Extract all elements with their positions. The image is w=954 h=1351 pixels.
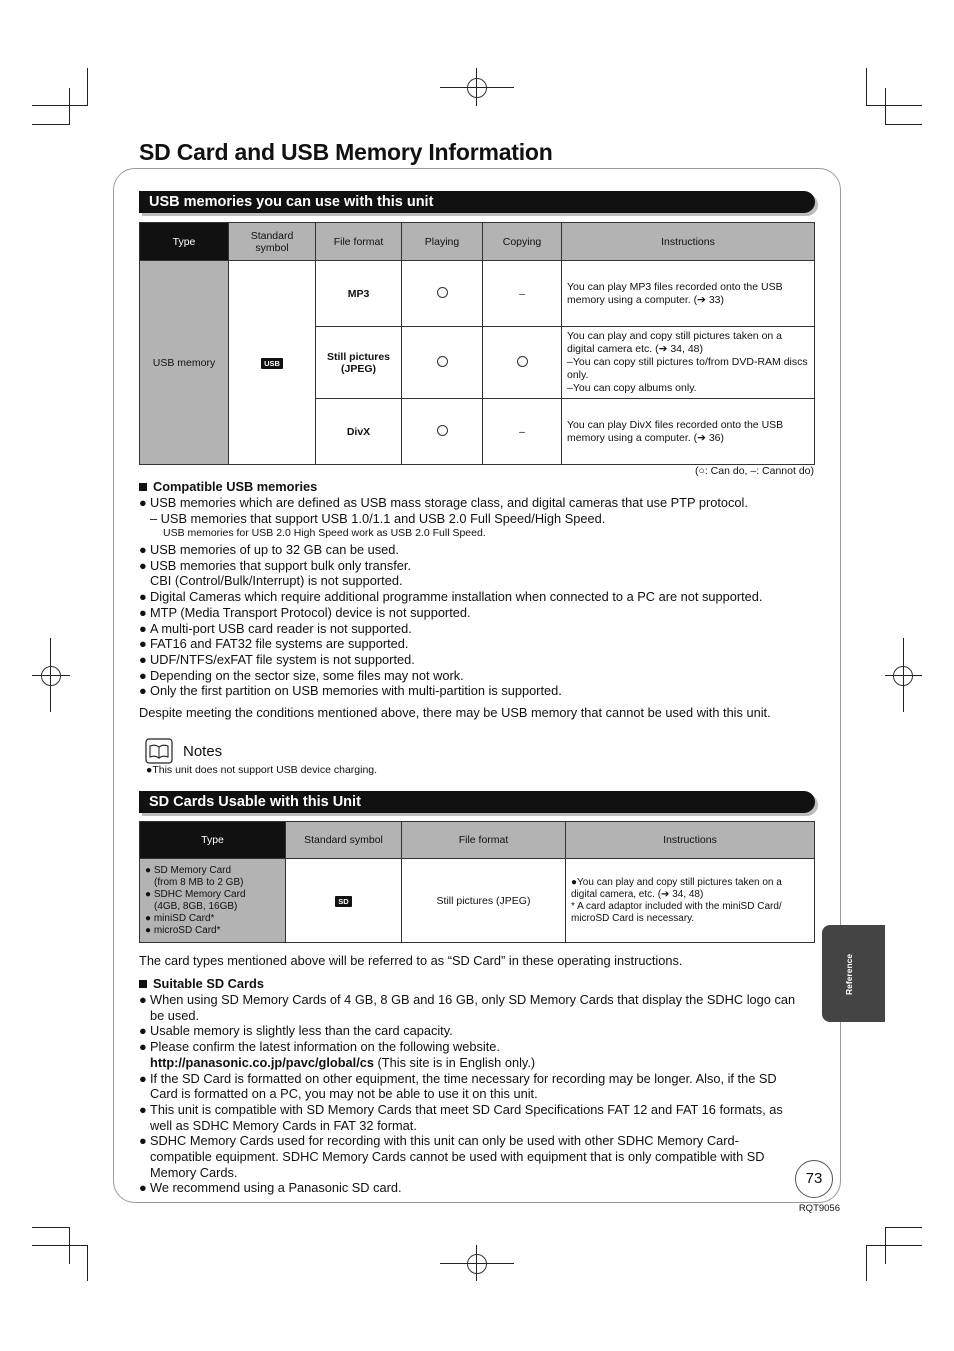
notes-label: Notes bbox=[183, 743, 223, 760]
referred-paragraph: The card types mentioned above will be referred to as “SD Card” in these operating instructions. bbox=[139, 953, 683, 968]
table-header: Copying bbox=[483, 223, 562, 261]
list-item-text: Digital Cameras which require additional programme installation when connected to a PC are not supported. bbox=[150, 589, 763, 604]
list-item-sub: – USB memories that support USB 1.0/1.1 and USB 2.0 Full Speed/High Speed. bbox=[150, 511, 606, 526]
crop-mark bbox=[885, 1227, 922, 1228]
crop-mark bbox=[50, 638, 51, 712]
crop-mark bbox=[476, 1245, 477, 1281]
list-item bbox=[139, 589, 762, 605]
list-item-text: USB memories of up to 32 GB can be used. bbox=[150, 542, 399, 557]
table-header: Type bbox=[140, 223, 229, 261]
bullet-icon: ● bbox=[139, 1023, 147, 1038]
list-item bbox=[139, 992, 795, 1008]
sd-symbol-cell bbox=[286, 859, 402, 943]
sd-instructions-cell bbox=[566, 859, 815, 943]
bullet-icon: ● bbox=[139, 605, 147, 620]
table-header: Instructions bbox=[562, 223, 815, 261]
usb-table bbox=[139, 222, 815, 465]
crop-mark bbox=[87, 68, 88, 106]
list-item-text: A multi-port USB card reader is not supported. bbox=[150, 621, 412, 636]
type-text: microSD Card* bbox=[153, 924, 221, 936]
sd-table bbox=[139, 821, 815, 943]
instruction-line bbox=[571, 901, 809, 925]
bullet-icon: ● bbox=[571, 876, 578, 888]
crop-mark bbox=[476, 68, 477, 106]
list-item-text: USB memories that support bulk only transfer. bbox=[150, 558, 412, 573]
list-item bbox=[139, 1023, 453, 1039]
list-item-text: Usable memory is slightly less than the card capacity. bbox=[150, 1023, 453, 1038]
table-header: File format bbox=[316, 223, 402, 261]
crop-mark bbox=[866, 68, 867, 106]
instruction-text: A card adaptor included with the miniSD Card/ microSD Card is necessary. bbox=[571, 900, 782, 924]
list-item-text: We recommend using a Panasonic SD card. bbox=[150, 1180, 402, 1195]
list-item bbox=[139, 1180, 402, 1196]
list-item bbox=[139, 1039, 500, 1055]
copying-cell: – bbox=[483, 261, 562, 327]
usb-symbol-cell bbox=[229, 261, 316, 465]
bullet-icon: ● bbox=[145, 924, 154, 936]
playing-cell bbox=[402, 399, 483, 465]
playing-cell bbox=[402, 327, 483, 399]
can-do-icon bbox=[437, 356, 448, 367]
crop-mark bbox=[32, 1245, 88, 1246]
bullet-icon: ● bbox=[139, 1071, 147, 1086]
list-item bbox=[139, 652, 415, 668]
square-bullet-icon bbox=[139, 483, 147, 491]
instructions-cell bbox=[562, 399, 815, 465]
playing-cell bbox=[402, 261, 483, 327]
crop-mark bbox=[440, 87, 514, 88]
sd-section-heading: SD Cards Usable with this Unit bbox=[139, 791, 815, 813]
doc-code: RQT9056 bbox=[798, 1203, 840, 1214]
list-item bbox=[139, 605, 471, 621]
instruction-text: –You can copy still pictures to/from DVD-RAM discs only. bbox=[567, 356, 808, 381]
list-item bbox=[139, 683, 562, 699]
crop-mark bbox=[32, 675, 70, 676]
list-item-text: FAT16 and FAT32 file systems are supported. bbox=[150, 636, 409, 651]
list-item-cont: Card is formatted on a PC, you may not be able to use it on this unit. bbox=[150, 1086, 538, 1101]
table-header: Standard symbol bbox=[286, 822, 402, 859]
list-item-text: Only the first partition on USB memories with multi-partition is supported. bbox=[150, 683, 562, 698]
instruction-text: –You can copy albums only. bbox=[567, 382, 697, 394]
type-text: SD Memory Card bbox=[153, 864, 232, 876]
crop-mark bbox=[440, 1263, 514, 1264]
list-item-text: If the SD Card is formatted on other equipment, the time necessary for recording may be longer. Also, if the SD bbox=[150, 1071, 777, 1086]
website-link[interactable]: http://panasonic.co.jp/pavc/global/cs bbox=[150, 1055, 374, 1070]
bullet-icon: ● bbox=[139, 683, 147, 698]
crop-mark bbox=[32, 124, 70, 125]
list-item-cont: be used. bbox=[150, 1008, 200, 1023]
table-header: Playing bbox=[402, 223, 483, 261]
bullet-icon: ● bbox=[139, 621, 147, 636]
bullet-icon: ● bbox=[139, 1180, 147, 1195]
list-item-text: USB memories which are defined as USB mass storage class, and digital cameras that use PTP protocol. bbox=[150, 495, 748, 510]
footnote: USB memories for USB 2.0 High Speed work as USB 2.0 Full Speed. bbox=[163, 527, 486, 539]
compatible-heading bbox=[139, 479, 317, 495]
website-line bbox=[150, 1055, 535, 1071]
crop-mark bbox=[32, 1227, 70, 1228]
bullet-icon: ● bbox=[145, 912, 154, 924]
reference-tab bbox=[822, 925, 885, 1022]
list-item bbox=[139, 1071, 777, 1087]
sd-format-cell: Still pictures (JPEG) bbox=[402, 859, 566, 943]
crop-mark bbox=[866, 105, 922, 106]
sd-type-cell bbox=[140, 859, 286, 943]
footnote-mark: * bbox=[571, 900, 578, 912]
list-item bbox=[139, 668, 464, 684]
usb-section-heading: USB memories you can use with this unit bbox=[139, 191, 815, 213]
instruction-text: You can play MP3 files recorded onto the USB memory using a computer. (➔ 33) bbox=[567, 280, 783, 306]
table-legend: (○: Can do, –: Cannot do) bbox=[695, 465, 814, 477]
type-text: (4GB, 8GB, 16GB) bbox=[154, 900, 238, 912]
list-item-text: UDF/NTFS/exFAT file system is not supported. bbox=[150, 652, 415, 667]
bullet-icon: ● bbox=[139, 542, 147, 557]
list-item-cont: well as SDHC Memory Cards in FAT 32 format. bbox=[150, 1118, 417, 1133]
table-header: Instructions bbox=[566, 822, 815, 859]
reference-tab-label: Reference bbox=[844, 953, 854, 995]
instructions-cell bbox=[562, 261, 815, 327]
bullet-icon: ● bbox=[139, 558, 147, 573]
page-number: 73 bbox=[795, 1160, 833, 1198]
suitable-heading-text: Suitable SD Cards bbox=[153, 976, 264, 991]
list-item-text: Depending on the sector size, some files may not work. bbox=[150, 668, 464, 683]
list-item bbox=[139, 1133, 739, 1149]
bullet-icon: ● bbox=[139, 652, 147, 667]
crop-mark bbox=[32, 105, 88, 106]
instructions-cell bbox=[562, 327, 815, 399]
list-item-cont: Memory Cards. bbox=[150, 1165, 238, 1180]
bullet-icon: ● bbox=[139, 589, 147, 604]
list-item bbox=[139, 1102, 783, 1118]
type-line bbox=[145, 889, 280, 901]
type-line bbox=[145, 913, 280, 925]
bullet-icon: ● bbox=[139, 668, 147, 683]
table-header: File format bbox=[402, 822, 566, 859]
crop-mark bbox=[903, 638, 904, 712]
list-item bbox=[139, 495, 819, 511]
list-item bbox=[139, 558, 411, 574]
table-header: Standard symbol bbox=[229, 223, 316, 261]
crop-mark bbox=[866, 1245, 867, 1281]
type-text: miniSD Card* bbox=[153, 912, 215, 924]
crop-mark bbox=[87, 1245, 88, 1281]
instruction-text: You can play and copy still pictures taken on a digital camera, etc. (➔ 34, 48) bbox=[571, 876, 782, 900]
list-item bbox=[139, 621, 412, 637]
list-item-text: When using SD Memory Cards of 4 GB, 8 GB and 16 GB, only SD Memory Cards that display the SDHC logo can bbox=[150, 992, 796, 1007]
type-text: (from 8 MB to 2 GB) bbox=[154, 876, 244, 888]
bullet-icon: ● bbox=[146, 764, 153, 776]
list-item-text: MTP (Media Transport Protocol) device is not supported. bbox=[150, 605, 471, 620]
bullet-icon: ● bbox=[139, 992, 147, 1007]
bullet-icon: ● bbox=[145, 888, 154, 900]
type-text: SDHC Memory Card bbox=[153, 888, 246, 900]
format-cell: Still pictures (JPEG) bbox=[316, 327, 402, 399]
can-do-icon bbox=[517, 356, 528, 367]
instruction-text: You can play and copy still pictures taken on a digital camera etc. (➔ 34, 48) bbox=[567, 330, 782, 355]
list-item bbox=[139, 636, 408, 652]
type-line bbox=[145, 865, 280, 877]
crop-mark bbox=[866, 1245, 922, 1246]
list-item-cont: compatible equipment. SDHC Memory Cards cannot be used with equipment that is only compatible with SD bbox=[150, 1149, 765, 1164]
type-line bbox=[145, 925, 280, 937]
page-title: SD Card and USB Memory Information bbox=[139, 139, 553, 165]
sd-logo: SD bbox=[335, 896, 351, 907]
notes-item bbox=[146, 763, 377, 779]
registration-mark-icon bbox=[467, 1254, 487, 1274]
list-item-text: SDHC Memory Cards used for recording with this unit can only be used with other SDHC Memory Card- bbox=[150, 1133, 739, 1148]
instruction-text: You can play DivX files recorded onto the USB memory using a computer. (➔ 36) bbox=[567, 418, 784, 444]
table-header: Type bbox=[140, 822, 286, 859]
square-bullet-icon bbox=[139, 980, 147, 988]
format-cell: MP3 bbox=[316, 261, 402, 327]
crop-mark bbox=[885, 88, 886, 125]
crop-mark bbox=[885, 124, 922, 125]
can-do-icon bbox=[437, 425, 448, 436]
list-item bbox=[139, 542, 399, 558]
compatible-heading-text: Compatible USB memories bbox=[153, 479, 318, 494]
notes-text: This unit does not support USB device charging. bbox=[152, 764, 378, 776]
list-item-text: Please confirm the latest information on the following website. bbox=[150, 1039, 500, 1054]
list-item-text: This unit is compatible with SD Memory Cards that meet SD Card Specifications FAT 12 and FAT 16 formats, as bbox=[150, 1102, 783, 1117]
usb-type-cell: USB memory bbox=[140, 261, 229, 465]
format-cell: DivX bbox=[316, 399, 402, 465]
can-do-icon bbox=[437, 287, 448, 298]
instruction-line bbox=[571, 877, 809, 901]
bullet-icon: ● bbox=[139, 1102, 147, 1117]
registration-mark-icon bbox=[467, 78, 487, 98]
bullet-icon: ● bbox=[139, 1039, 147, 1054]
registration-mark-icon bbox=[41, 666, 61, 686]
list-item-cont: CBI (Control/Bulk/Interrupt) is not supported. bbox=[150, 573, 403, 588]
bullet-icon: ● bbox=[139, 636, 147, 651]
bullet-icon: ● bbox=[139, 495, 147, 510]
suitable-heading bbox=[139, 976, 264, 992]
bullet-icon: ● bbox=[145, 864, 154, 876]
notes-icon bbox=[145, 738, 173, 764]
website-note: (This site is in English only.) bbox=[377, 1055, 536, 1070]
crop-mark bbox=[69, 88, 70, 125]
copying-cell bbox=[483, 327, 562, 399]
despite-paragraph: Despite meeting the conditions mentioned above, there may be USB memory that cannot be used with this unit. bbox=[139, 705, 771, 720]
usb-logo: USB bbox=[261, 358, 283, 369]
bullet-icon: ● bbox=[139, 1133, 147, 1148]
copying-cell: – bbox=[483, 399, 562, 465]
